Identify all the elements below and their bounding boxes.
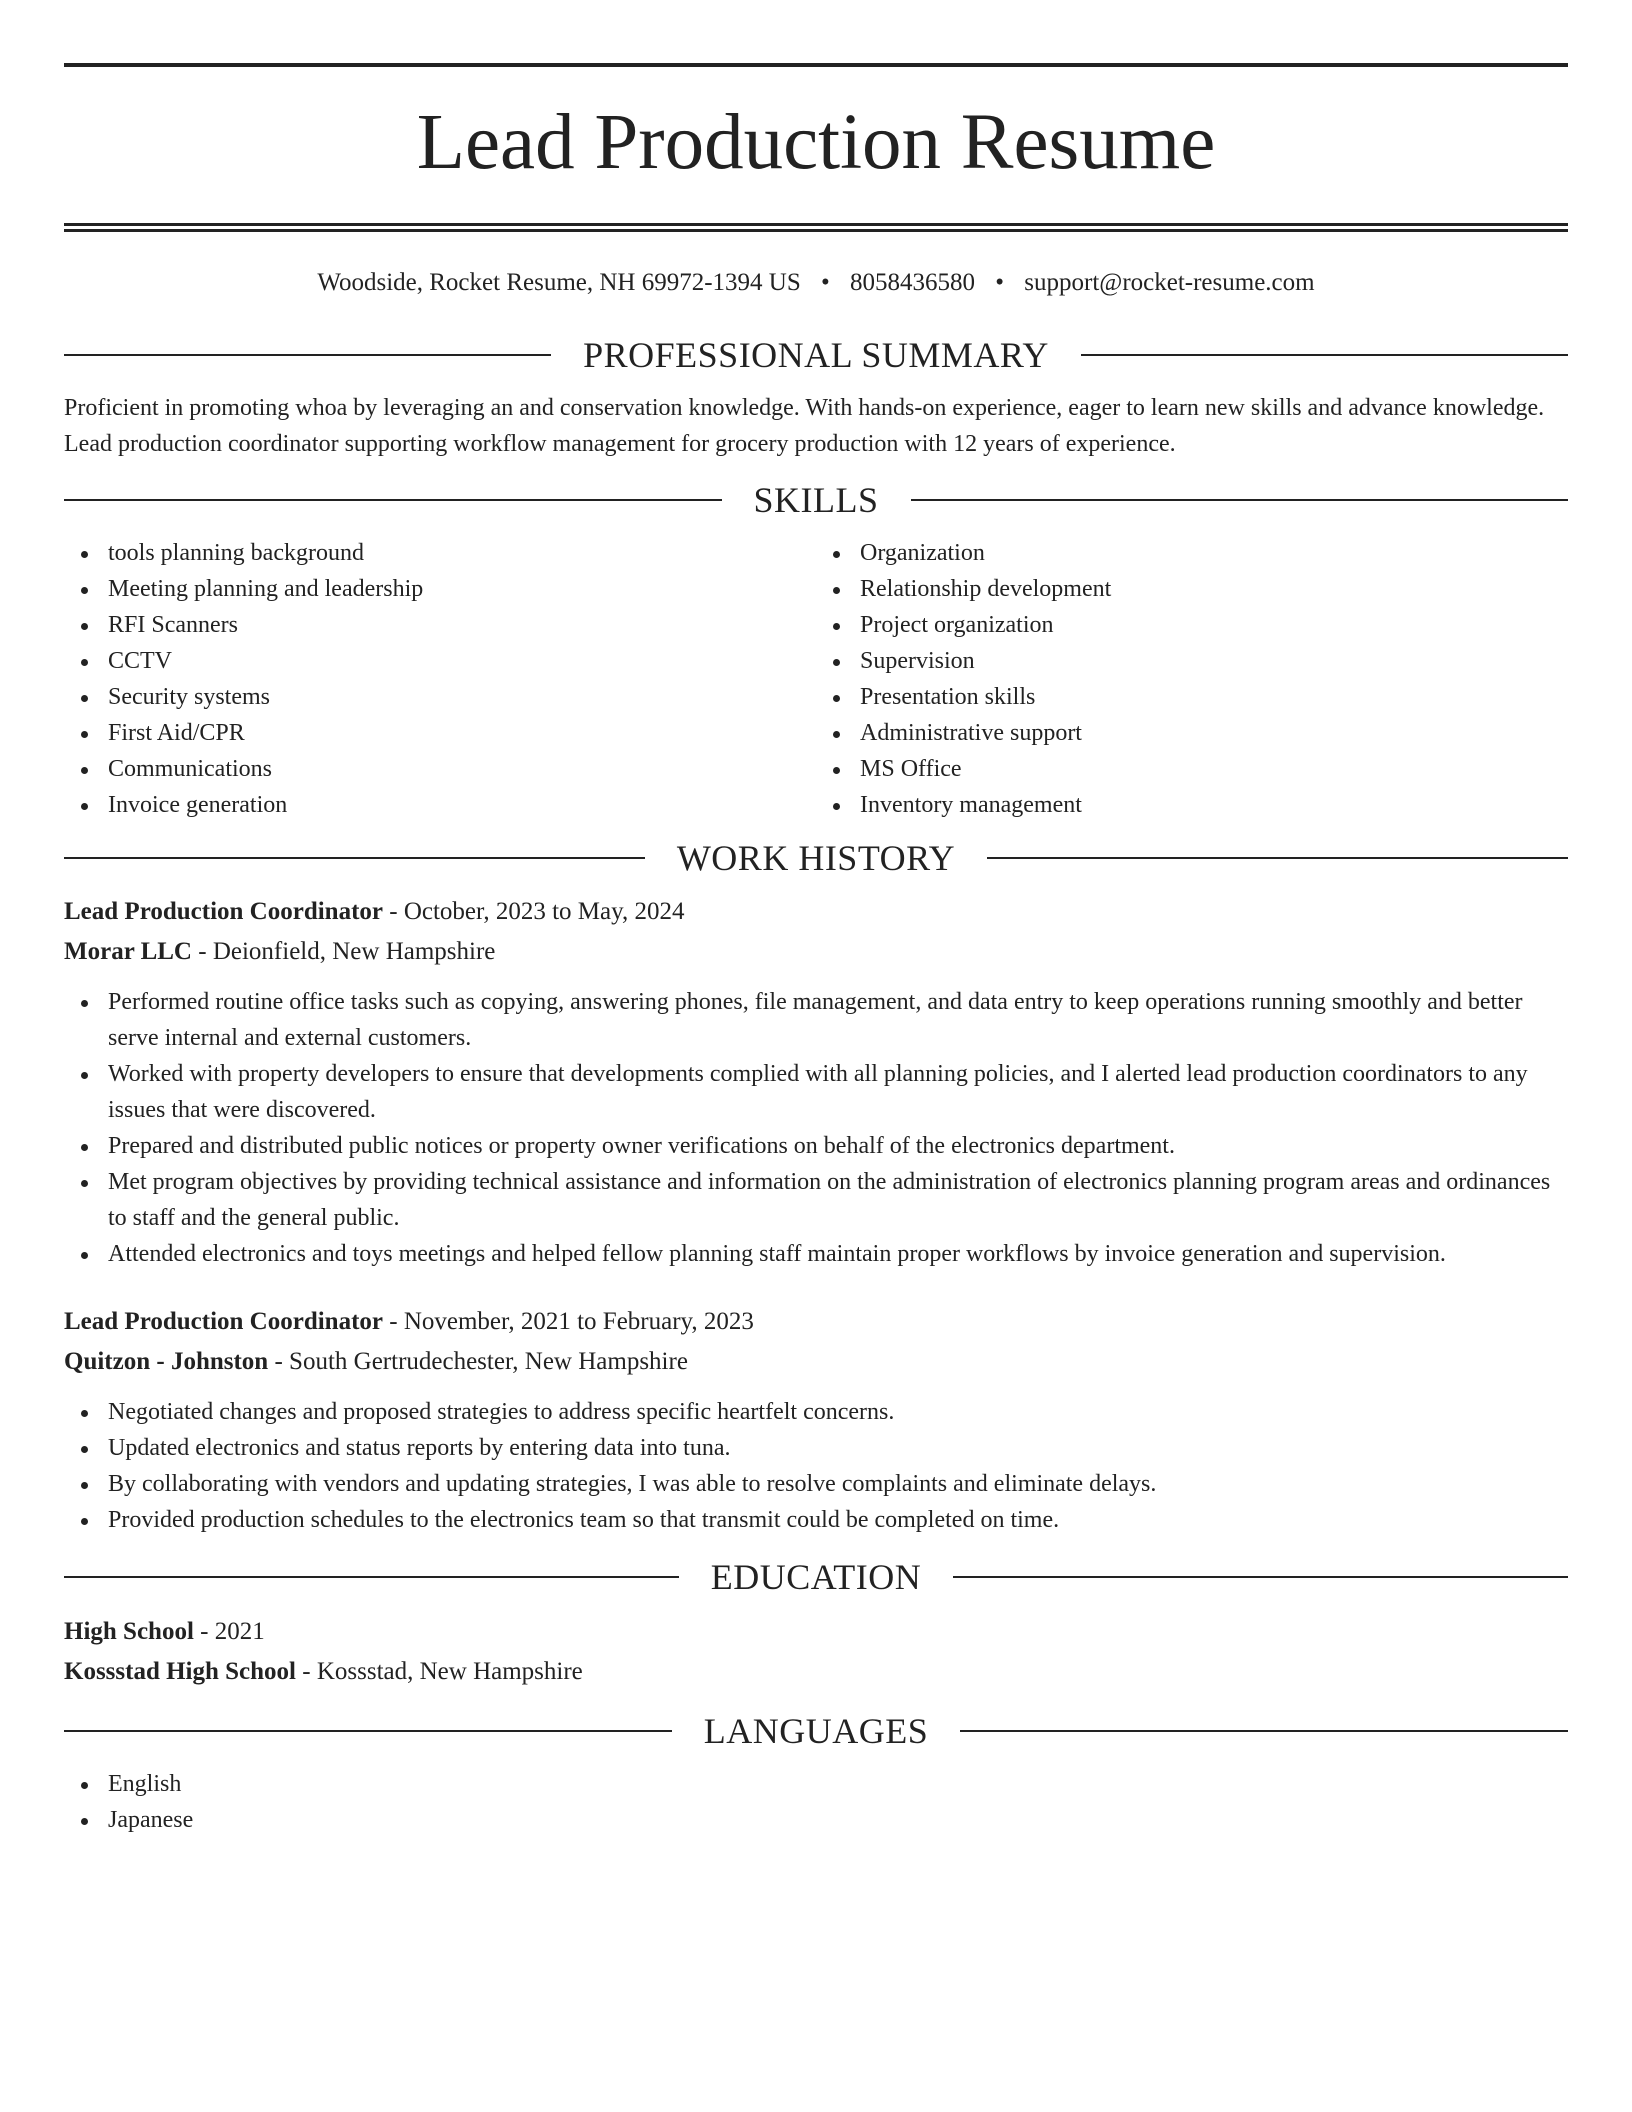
job-responsibilities [64, 1394, 1568, 1538]
skill-item: Meeting planning and leadership [64, 571, 816, 607]
skill-item: MS Office [816, 751, 1568, 787]
job-entry [64, 1302, 1568, 1538]
responsibility-item: Provided production schedules to the electronics team so that transmit could be completed on time. [64, 1502, 1568, 1538]
section-rule [911, 499, 1569, 501]
responsibility-item: Negotiated changes and proposed strategies to address specific heartfelt concerns. [64, 1394, 1568, 1430]
top-rule [64, 63, 1568, 67]
responsibility-item: Performed routine office tasks such as copying, answering phones, file management, and data entry to keep operations running smoothly and better serve internal and external customers. [64, 984, 1568, 1056]
title-double-rule [64, 223, 1568, 232]
section-rule [960, 1730, 1568, 1732]
responsibility-item: Updated electronics and status reports by entering data into tuna. [64, 1430, 1568, 1466]
job-entry [64, 892, 1568, 1272]
job-title-line [64, 1302, 1568, 1342]
section-title: LANGUAGES [703, 1711, 929, 1751]
job-dates: - October, 2023 to May, 2024 [383, 898, 685, 925]
job-title: Lead Production Coordinator [64, 1308, 383, 1335]
contact-separator: • [995, 269, 1005, 296]
section-header-summary [64, 332, 1568, 378]
education-entry [64, 1612, 1568, 1692]
contact-email: support@rocket-resume.com [1024, 269, 1315, 296]
section-rule [64, 1576, 679, 1578]
section-header-education [64, 1554, 1568, 1600]
contact-address: Woodside, Rocket Resume, NH 69972-1394 US [317, 269, 801, 296]
skill-item: tools planning background [64, 535, 816, 571]
skills-list-right [816, 535, 1568, 823]
skill-item: CCTV [64, 643, 816, 679]
skill-item: Project organization [816, 607, 1568, 643]
section-title: SKILLS [753, 480, 879, 520]
section-title: EDUCATION [710, 1557, 922, 1597]
education-year: - 2021 [193, 1618, 265, 1645]
section-title: PROFESSIONAL SUMMARY [583, 335, 1049, 375]
skill-item: First Aid/CPR [64, 715, 816, 751]
section-rule [64, 354, 551, 356]
responsibility-item: By collaborating with vendors and updating strategies, I was able to resolve complaints and eliminate delays. [64, 1466, 1568, 1502]
section-rule [987, 857, 1568, 859]
education-degree-line [64, 1612, 1568, 1652]
education-location: - Kossstad, New Hampshire [296, 1658, 583, 1685]
section-rule [1081, 354, 1568, 356]
skill-item: Security systems [64, 679, 816, 715]
skill-item: Supervision [816, 643, 1568, 679]
skill-item: Administrative support [816, 715, 1568, 751]
contact-separator: • [821, 269, 830, 296]
job-title: Lead Production Coordinator [64, 898, 383, 925]
job-company-line [64, 1342, 1568, 1382]
education-school-line [64, 1652, 1568, 1692]
section-header-work [64, 835, 1568, 881]
skill-item: Inventory management [816, 787, 1568, 823]
contact-phone: 8058436580 [850, 269, 976, 296]
summary-text: Proficient in promoting whoa by leveraging an and conservation knowledge. With hands-on experience, eager to learn new skills and advance knowledge. Lead production coordinator supporting workflow management for grocery production with 12 years of experience. [64, 395, 1545, 457]
skill-item: Relationship development [816, 571, 1568, 607]
section-header-skills [64, 477, 1568, 523]
skill-item: RFI Scanners [64, 607, 816, 643]
skills-list-left [64, 535, 816, 823]
section-title: WORK HISTORY [676, 838, 956, 878]
section-rule [64, 857, 645, 859]
language-item: Japanese [64, 1802, 1568, 1838]
section-rule [64, 1730, 672, 1732]
job-company-line [64, 932, 1568, 972]
skill-item: Invoice generation [64, 787, 816, 823]
job-location: - South Gertrudechester, New Hampshire [268, 1348, 688, 1375]
job-location: - Deionfield, New Hampshire [192, 938, 496, 965]
skill-item: Presentation skills [816, 679, 1568, 715]
contact-line [64, 266, 1568, 300]
skills-columns [64, 535, 1568, 823]
education-degree: High School [64, 1618, 194, 1645]
language-item: English [64, 1766, 1568, 1802]
languages-list [64, 1766, 1568, 1838]
education-school: Kossstad High School [64, 1658, 297, 1685]
job-company: Quitzon - Johnston [64, 1348, 269, 1375]
section-rule [953, 1576, 1568, 1578]
skill-item: Organization [816, 535, 1568, 571]
skill-item: Communications [64, 751, 816, 787]
job-responsibilities [64, 984, 1568, 1272]
responsibility-item: Attended electronics and toys meetings and helped fellow planning staff maintain proper workflows by invoice generation and supervision. [64, 1236, 1568, 1272]
section-rule [64, 499, 722, 501]
responsibility-item: Prepared and distributed public notices or property owner verifications on behalf of the electronics department. [64, 1128, 1568, 1164]
responsibility-item: Worked with property developers to ensure that developments complied with all planning policies, and I alerted lead production coordinators to any issues that were discovered. [64, 1056, 1568, 1128]
responsibility-item: Met program objectives by providing technical assistance and information on the administration of electronics planning program areas and ordinances to staff and the general public. [64, 1164, 1568, 1236]
job-title-line [64, 892, 1568, 932]
resume-title: Lead Production Resume [416, 99, 1216, 186]
job-dates: - November, 2021 to February, 2023 [383, 1308, 754, 1335]
section-header-languages [64, 1708, 1568, 1754]
job-company: Morar LLC [64, 938, 192, 965]
